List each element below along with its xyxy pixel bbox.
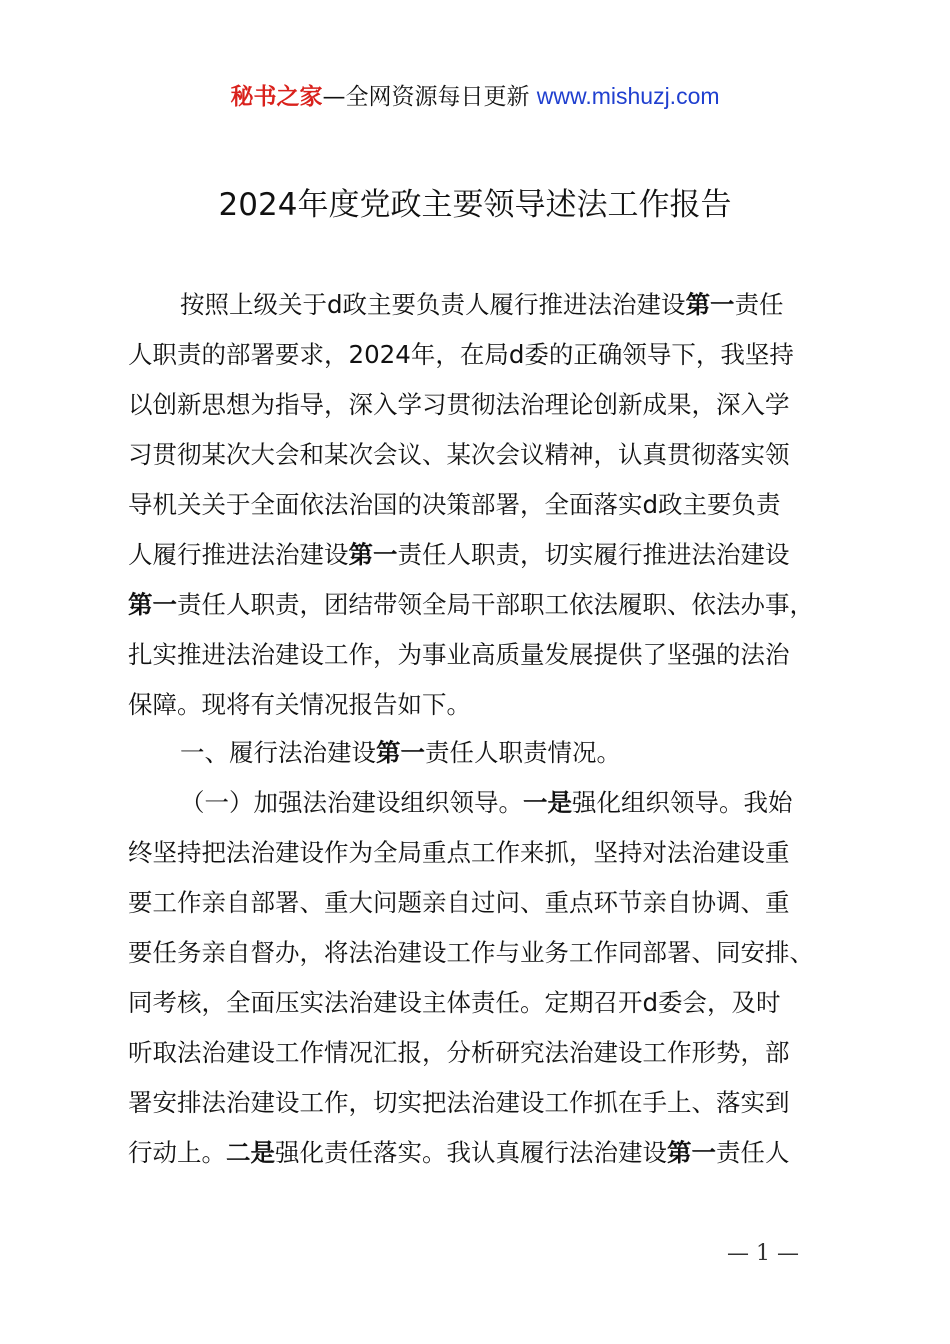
brand-name: 秘书之家 xyxy=(230,84,323,110)
bold-text: 第一 xyxy=(128,590,177,619)
paragraph-line xyxy=(128,928,814,978)
line-text: 要工作亲自部署、重大问题亲自过问、重点环节亲自协调、重 xyxy=(128,888,790,917)
header-slogan: —全网资源每日更新 xyxy=(322,84,537,110)
line-text: 终坚持把法治建设作为全局重点工作来抓，坚持对法治建设重 xyxy=(128,838,790,867)
line-text: 人履行推进法治建设 xyxy=(128,540,349,569)
paragraph-line xyxy=(128,530,790,580)
bold-text: 第一 xyxy=(348,540,398,569)
line-text: 按照上级关于d政主要负责人履行推进法治建设 xyxy=(180,290,686,319)
line-text: 导机关关于全面依法治国的决策部署，全面落实d政主要负责 xyxy=(128,490,781,519)
paragraph-line xyxy=(128,680,471,730)
paragraph-line xyxy=(128,380,790,430)
bold-text: 第一 xyxy=(667,1138,716,1167)
line-text: 责任人职责情况。 xyxy=(425,738,621,767)
line-text: 扎实推进法治建设工作，为事业高质量发展提供了坚强的法治 xyxy=(128,640,790,669)
line-text: 以创新思想为指导，深入学习贯彻法治理论创新成果，深入学 xyxy=(128,390,790,419)
paragraph-line xyxy=(128,480,781,530)
paragraph-line xyxy=(128,580,814,630)
line-text: 责任人 xyxy=(716,1138,790,1167)
paragraph-line xyxy=(128,878,790,928)
header-url-link[interactable]: www.mishuzj.com xyxy=(536,83,720,109)
line-text: 责任人职责，切实履行推进法治建设 xyxy=(397,540,790,569)
document-title: 2024年度党政主要领导述法工作报告 xyxy=(218,187,732,223)
line-text: 同考核，全面压实法治建设主体责任。定期召开d委会，及时 xyxy=(128,988,781,1017)
bold-text: 二是 xyxy=(226,1138,275,1167)
line-text: 责任人职责，团结带领全局干部职工依法履职、依法办事， xyxy=(177,590,814,619)
header-banner xyxy=(0,80,950,113)
line-text: 强化责任落实。我认真履行法治建设 xyxy=(275,1138,667,1167)
line-text: 要任务亲自督办，将法治建设工作与业务工作同部署、同安排、 xyxy=(128,938,814,967)
paragraph-line xyxy=(180,280,784,330)
page-number: — 1 — xyxy=(727,1241,799,1266)
line-text: 署安排法治建设工作，切实把法治建设工作抓在手上、落实到 xyxy=(128,1088,790,1117)
paragraph-line xyxy=(128,630,790,680)
line-text: 习贯彻某次大会和某次会议、某次会议精神，认真贯彻落实领 xyxy=(128,440,790,469)
bold-text: 第一 xyxy=(376,738,425,767)
line-text: 保障。现将有关情况报告如下。 xyxy=(128,690,471,719)
paragraph-line xyxy=(128,1028,790,1078)
paragraph-line xyxy=(128,828,790,878)
line-text: 强化组织领导。我始 xyxy=(572,788,793,817)
paragraph-line xyxy=(180,778,793,828)
bold-text: 第一 xyxy=(685,290,735,319)
line-text: 行动上。 xyxy=(128,1138,226,1167)
line-text: 听取法治建设工作情况汇报，分析研究法治建设工作形势，部 xyxy=(128,1038,790,1067)
paragraph-line xyxy=(128,1078,790,1128)
paragraph-line xyxy=(180,728,621,778)
line-text: 一、履行法治建设 xyxy=(180,738,376,767)
bold-text: 一是 xyxy=(523,788,572,817)
line-text: 责任 xyxy=(734,290,784,319)
paragraph-line xyxy=(128,978,781,1028)
paragraph-line xyxy=(128,330,794,380)
line-text: 人职责的部署要求，2024年，在局d委的正确领导下，我坚持 xyxy=(128,340,794,369)
paragraph-line xyxy=(128,430,790,480)
paragraph-line xyxy=(128,1128,790,1178)
line-text: （一）加强法治建设组织领导。 xyxy=(180,788,523,817)
